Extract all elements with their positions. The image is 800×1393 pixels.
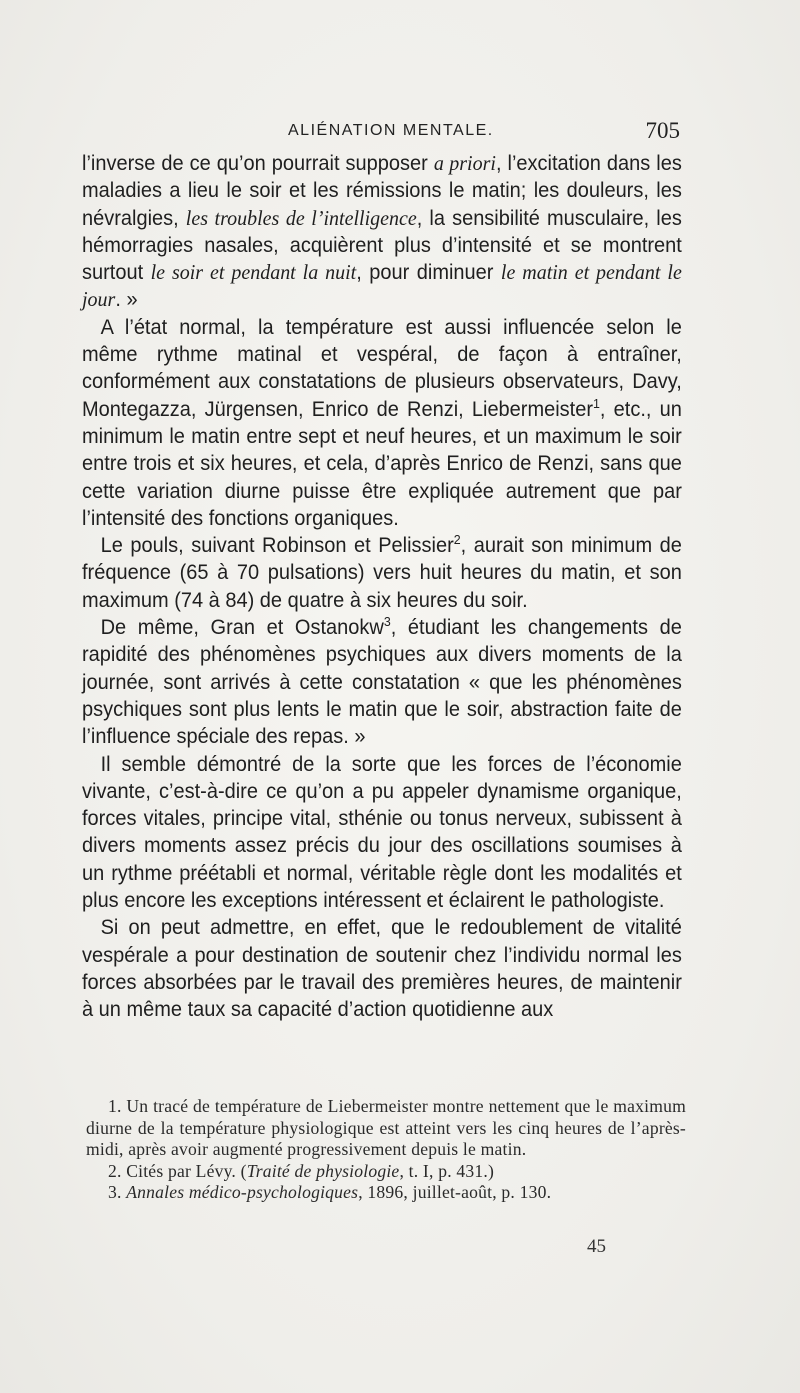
text-run: Le pouls, suivant Robinson et Pelissier — [100, 533, 454, 558]
footnote-1: 1. Un tracé de température de Liebermeister montre nettement que le maximum diurne de la température physiologique est atteint vers les cinq heures de l’après-midi, après avoir augmenté progressivement depuis le matin. — [86, 1096, 686, 1160]
running-head — [80, 118, 680, 148]
paragraph-5: Il semble démontré de la sorte que les forces de l’économie vivante, c’est-à-dire ce qu’on a pu appeler dynamisme organique, forces vitales, principe vital, sthénie ou tonus nerveux, subissent à divers moments assez précis du jour des oscillations soumises à un rythme préétabli et normal, véritable règle dont les modalités et plus encore les exceptions intéressent et éclairent le pathologiste. — [82, 751, 682, 913]
footnote-2 — [86, 1161, 686, 1183]
paragraph-4 — [82, 614, 682, 750]
running-title: ALIÉNATION MENTALE. — [288, 122, 494, 139]
footnote-3 — [86, 1182, 686, 1204]
paragraph-6: Si on peut admettre, en effet, que le redoublement de vitalité vespérale a pour destination de soutenir chez l’individu normal les forces absorbées par le travail des premières heures, de maintenir à un même taux sa capacité d’action quotidienne aux — [82, 915, 682, 1022]
signature-mark: 45 — [587, 1236, 606, 1257]
text-run: , pour diminuer — [356, 260, 501, 285]
text-run: , etc., un minimum le matin entre sept et neuf heures, et un maximum le soir entre trois et six heures, et cela, d’après Enrico de Renzi, sans que cette variation diurne puisse être expliquée autrement que par l’intensité des fonctions organiques. — [82, 396, 682, 530]
text-run: l’inverse de ce qu’on pourrait supposer — [82, 151, 434, 175]
text-run: , la sensibilité musculaire, les hémorragies nasales, acquièrent plus d’intensité et se montrent surtout — [82, 205, 682, 285]
italic-run: Traité de physiologie — [246, 1160, 400, 1181]
italic-run: Annales médico-psychologiques — [126, 1182, 359, 1203]
text-run: , l’excitation dans les maladies a lieu le soir et les rémissions le matin; les douleurs, les névralgies, — [82, 151, 682, 230]
paragraph-3 — [82, 532, 682, 614]
text-run: , t. I, p. 431.) — [399, 1160, 495, 1181]
text-run: , aurait son minimum de fréquence (65 à 70 pulsations) vers huit heures du matin, et son maximum (74 à 84) de quatre à six heures du soir. — [82, 533, 682, 612]
footnote-ref-1[interactable]: 1 — [593, 395, 600, 411]
italic-run: a priori — [433, 151, 496, 175]
paragraph-2 — [82, 314, 682, 532]
italic-run: le matin et pendant le jour — [82, 260, 682, 312]
text-run: A l’état normal, la température est aussi influencée selon le même rythme matinal et vespéral, de façon à entraîner, conformément aux constatations de plusieurs observateurs, Davy, Montegazza, Jürgensen, Enrico de Renzi, Liebermeister — [82, 314, 682, 421]
page-number: 705 — [645, 118, 680, 143]
text-run: , 1896, juillet-août, p. 130. — [358, 1182, 552, 1203]
italic-run: le soir et pendant la nuit — [150, 260, 357, 285]
footnotes — [86, 1096, 686, 1204]
italic-run: les troubles de l’intelligence — [185, 205, 417, 230]
text-run: , étudiant les changements de rapidité des phénomènes psychiques aux divers moments de la journée, sont arrivés à cette constatation « que les phénomènes psychiques sont plus lents le matin que le soir, abstraction faite de l’influence spéciale des repas. » — [82, 615, 682, 749]
footnote-ref-2[interactable]: 2 — [453, 532, 461, 548]
text-run: 2. Cités par Lévy. ( — [108, 1160, 247, 1181]
text-run: . » — [115, 287, 138, 312]
text-run: 3. — [108, 1182, 127, 1203]
footnote-ref-3[interactable]: 3 — [383, 614, 391, 630]
paragraph-1 — [82, 150, 682, 314]
text-run: De même, Gran et Ostanokw — [100, 615, 384, 640]
body-text — [82, 150, 682, 1024]
